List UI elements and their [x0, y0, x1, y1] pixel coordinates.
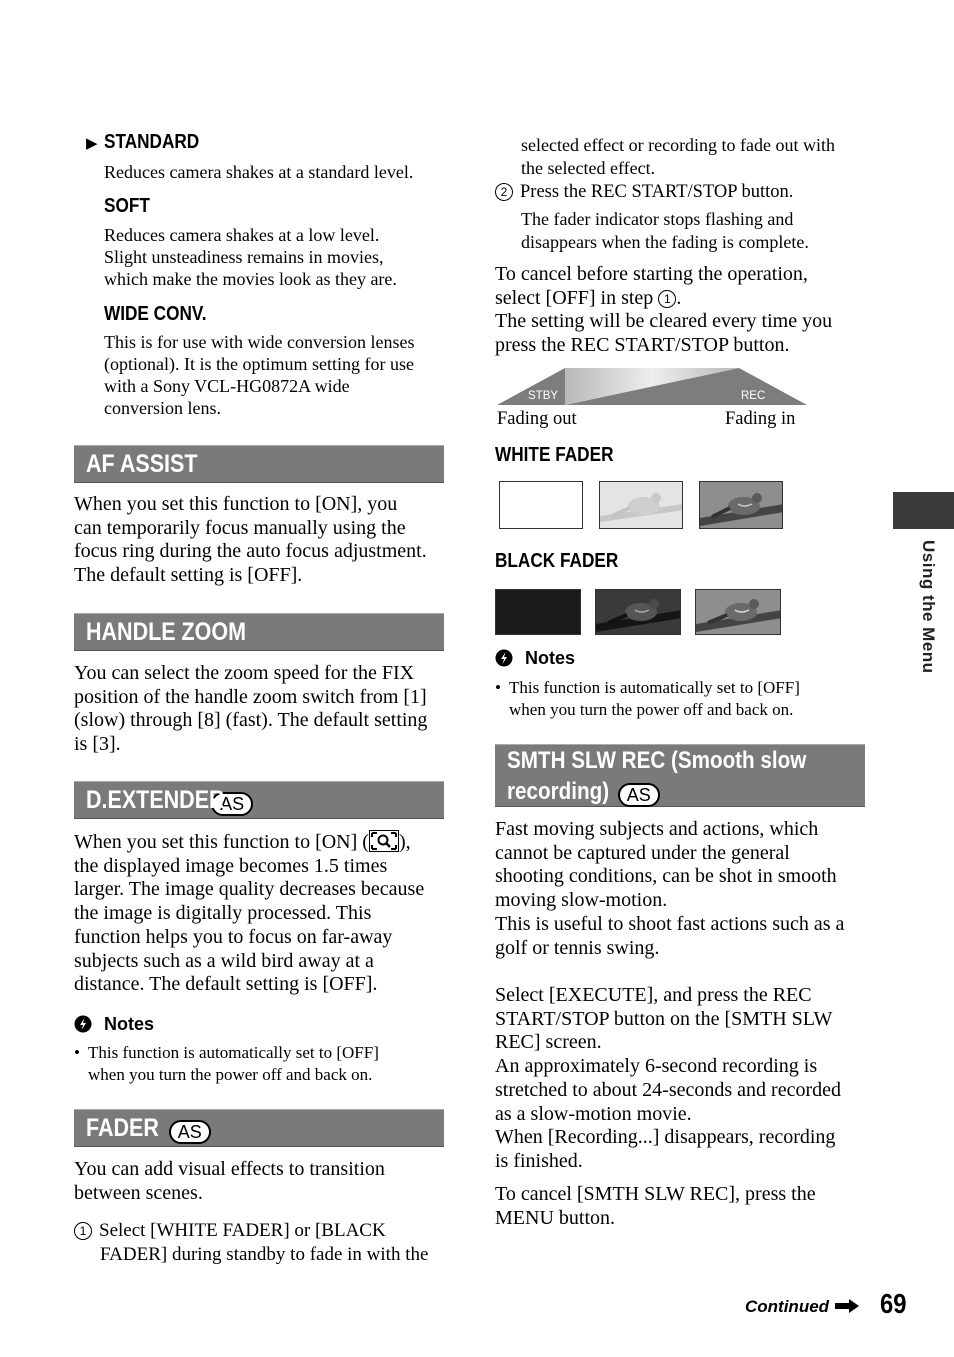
soft-label: SOFT — [104, 195, 150, 217]
stby-label: STBY — [528, 390, 559, 402]
cancel-text: To cancel before starting the operation, select [OFF] in step 1 . The setting will be cleared every time you press the REC START/STOP button. — [495, 263, 833, 357]
d-extender-notes: Notes — [74, 1014, 154, 1035]
white-fader-frame-3 — [699, 481, 783, 529]
white-fader-frame-2 — [599, 481, 683, 529]
side-tab-label: Using the Menu — [919, 540, 938, 674]
black-fader-frame-2 — [595, 589, 681, 635]
fader-diagram — [495, 366, 811, 408]
selected-triangle-icon: ▶ — [86, 135, 98, 152]
af-assist-body: When you set this function to [ON], you can temporarily focus manually using the focus ring during the auto focus adjustment. The default setting is [OFF]. — [74, 493, 427, 587]
continued-label: Continued — [745, 1297, 830, 1316]
smth-para-3: To cancel [SMTH SLW REC], press the MENU button. — [495, 1183, 816, 1229]
wide-conv-label: WIDE CONV. — [104, 303, 207, 325]
footer — [745, 1297, 859, 1317]
side-tab-marker — [893, 492, 954, 529]
fader-note-item: • This function is automatically set to [OFF] when you turn the power off and back on. — [495, 678, 800, 719]
step-number-1: 1 — [74, 1222, 92, 1240]
as-badge: AS — [169, 1120, 211, 1144]
fader-body: You can add visual effects to transition between scenes. — [74, 1158, 385, 1204]
smth-para-2: Select [EXECUTE], and press the REC START/STOP button on the [SMTH SLW REC] screen. An approximately 6-second recording is stretched to about 24-seconds and recorded as a slow-motion movie. When [Recording...] disappears, recording is finished. — [495, 984, 841, 1172]
d-extender-body: When you set this function to [ON] ( ), the displayed image becomes 1.5 times larger. The image quality decreases because the image is digitally processed. This function helps you to focus on far-away subjects such as a wild bird away at a distance. The default setting is [OFF]. — [74, 831, 425, 996]
black-fader-frame-3 — [695, 589, 781, 635]
fader-step-1: 1 Select [WHITE FADER] or [BLACK FADER] during standby to fade in with the — [74, 1219, 428, 1266]
fader-step-2: 2 Press the REC START/STOP button. — [495, 181, 793, 204]
notes-icon — [74, 1015, 92, 1033]
fader-notes: Notes — [495, 648, 575, 669]
fading-out-label: Fading out — [497, 409, 577, 429]
white-fader-frame-1 — [499, 481, 583, 529]
page-number: 69 — [880, 1288, 907, 1319]
as-badge: AS — [618, 783, 660, 807]
step-1-continued: selected effect or recording to fade out with the selected effect. — [521, 135, 836, 178]
black-fader-frame-1 — [495, 589, 581, 635]
step-number-1: 1 — [658, 290, 676, 308]
as-badge: AS — [211, 792, 253, 816]
step-2-detail: The fader indicator stops flashing and disappears when the fading is complete. — [521, 209, 809, 252]
black-fader-label: BLACK FADER — [495, 550, 619, 572]
white-fader-label: WHITE FADER — [495, 444, 614, 466]
af-assist-heading: AF ASSIST — [74, 445, 444, 483]
notes-icon — [495, 649, 513, 667]
fader-heading: FADER AS — [74, 1109, 444, 1147]
step-number-2: 2 — [495, 183, 513, 201]
fading-in-label: Fading in — [725, 409, 796, 429]
smth-para-1: Fast moving subjects and actions, which cannot be captured under the general shooting conditions, can be shot in smooth moving slow-motion. This is useful to shoot fast actions such as a golf or tennis swing. — [495, 818, 845, 959]
arrow-right-icon — [835, 1299, 859, 1313]
rec-label: REC — [741, 390, 766, 402]
standard-label: STANDARD — [104, 131, 200, 153]
d-extender-heading: D.EXTENDERAS — [74, 781, 444, 819]
soft-desc: Reduces camera shakes at a low level. Slight unsteadiness remains in movies, which make the movies look as they are. — [104, 225, 397, 289]
digital-extender-icon — [369, 830, 399, 852]
handle-zoom-body: You can select the zoom speed for the FIX position of the handle zoom switch from [1] (slow) through [8] (fast). The default setting is [3]. — [74, 662, 428, 756]
smth-slw-rec-heading: SMTH SLW REC (Smooth slow recording) AS — [495, 744, 865, 807]
standard-desc: Reduces camera shakes at a standard level. — [104, 162, 414, 182]
wide-conv-desc: This is for use with wide conversion lenses (optional). It is the optimum setting for use with a Sony VCL-HG0872A wide conversion lens. — [104, 332, 415, 418]
handle-zoom-heading: HANDLE ZOOM — [74, 613, 444, 651]
d-extender-note-item: • This function is automatically set to [OFF] when you turn the power off and back on. — [74, 1043, 379, 1084]
